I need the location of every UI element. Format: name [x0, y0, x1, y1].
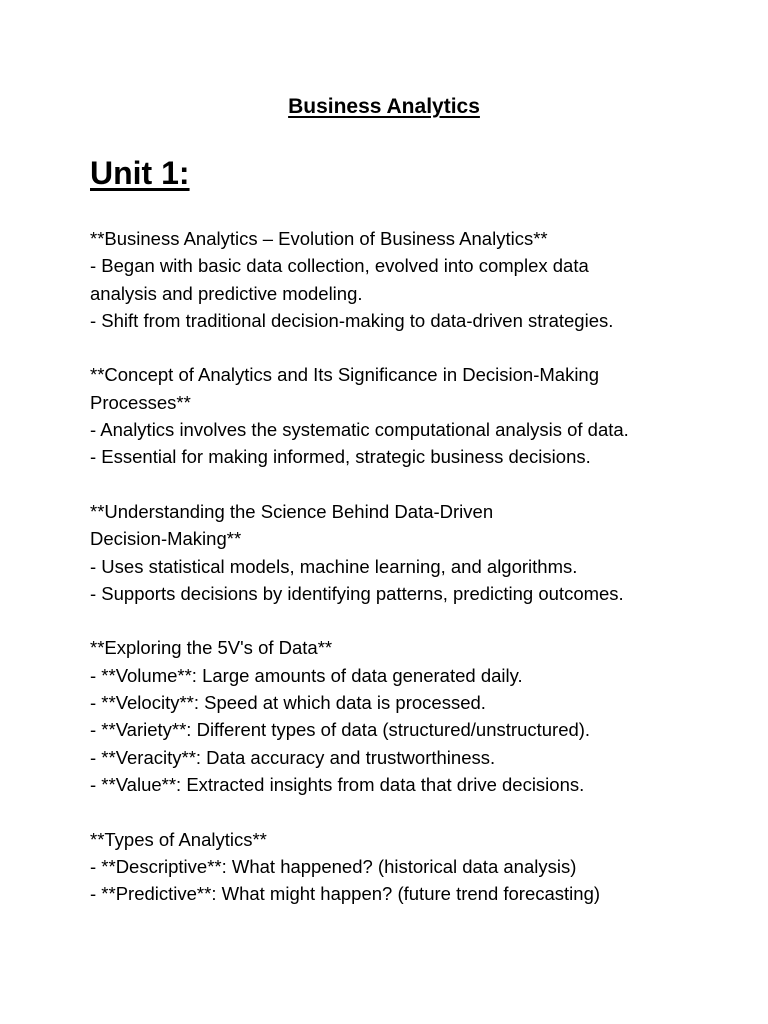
bullet-line: - **Predictive**: What might happen? (future trend forecasting) — [90, 883, 601, 905]
section-science — [90, 498, 730, 607]
section-heading: **Exploring the 5V's of Data** — [90, 637, 333, 659]
section-heading: **Types of Analytics** — [90, 828, 267, 850]
section-evolution — [90, 225, 730, 334]
unit-heading: Unit 1: — [90, 155, 190, 191]
bullet-line: - **Veracity**: Data accuracy and trustworthiness. — [90, 746, 496, 768]
section-heading-continuation: Decision-Making** — [90, 528, 242, 550]
section-heading: **Concept of Analytics and Its Significance in Decision-Making — [90, 364, 600, 386]
bullet-line: - **Descriptive**: What happened? (historical data analysis) — [90, 855, 577, 877]
bullet-line: - Shift from traditional decision-making to data-driven strategies. — [90, 309, 614, 331]
bullet-line: - **Velocity**: Speed at which data is processed. — [90, 692, 486, 714]
section-heading: **Business Analytics – Evolution of Business Analytics** — [90, 228, 548, 249]
section-concept — [90, 361, 730, 470]
section-heading: **Understanding the Science Behind Data-Driven — [90, 500, 494, 522]
section-types — [90, 826, 730, 908]
section-5vs — [90, 634, 730, 798]
bullet-line: - Began with basic data collection, evolved into complex data — [90, 255, 589, 277]
section-heading-continuation: Processes** — [90, 391, 191, 413]
bullet-line: - **Value**: Extracted insights from data that drive decisions. — [90, 773, 585, 795]
bullet-line: - Supports decisions by identifying patterns, predicting outcomes. — [90, 582, 624, 604]
bullet-line: - Analytics involves the systematic computational analysis of data. — [90, 419, 629, 441]
bullet-line: - **Volume**: Large amounts of data generated daily. — [90, 664, 523, 686]
bullet-line: - Uses statistical models, machine learning, and algorithms. — [90, 555, 578, 577]
document-body — [90, 225, 730, 935]
bullet-line-continuation: analysis and predictive modeling. — [90, 282, 363, 304]
bullet-line: - **Variety**: Different types of data (structured/unstructured). — [90, 719, 591, 741]
bullet-line: - Essential for making informed, strategic business decisions. — [90, 446, 591, 468]
document-title: Business Analytics — [288, 95, 480, 118]
